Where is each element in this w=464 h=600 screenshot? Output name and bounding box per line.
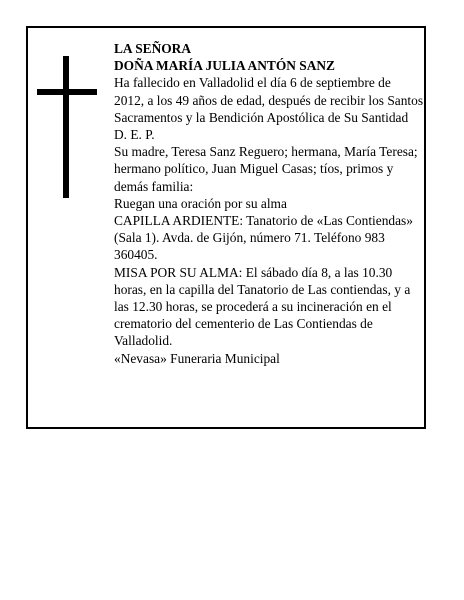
notice-title-name: DOÑA MARÍA JULIA ANTÓN SANZ: [114, 58, 335, 74]
notice-text: [114, 40, 424, 367]
cross-vertical-bar: [63, 56, 69, 198]
notice-paragraph-death: Ha fallecido en Valladolid el día 6 de septiembre de 2012, a los 49 años de edad, después de recibir los Santos Sacramentos y la Bendición Apostólica de Su Santidad: [114, 75, 424, 125]
obituary-notice: [26, 26, 426, 429]
notice-paragraph-prayer: Ruegan una oración por su alma: [114, 195, 287, 211]
notice-paragraph-chapel: CAPILLA ARDIENTE: Tanatorio de «Las Contiendas» (Sala 1). Avda. de Gijón, número 71. Teléfono 983 360405.: [114, 213, 413, 263]
notice-paragraph-funeral-home: «Nevasa» Funeraria Municipal: [114, 350, 280, 366]
latin-cross-icon: [37, 56, 97, 198]
notice-title-honorific: LA SEÑORA: [114, 41, 192, 56]
notice-paragraph-mass: MISA POR SU ALMA: El sábado día 8, a las 10.30 horas, en la capilla del Tanatorio de Las contiendas, y a las 12.30 horas, se procederá a su incineración en el crematorio del cementerio de Las Contiendas de Valladolid.: [114, 264, 411, 349]
notice-paragraph-family: Su madre, Teresa Sanz Reguero; hermana, María Teresa; hermano político, Juan Miguel Casas; tíos, primos y demás familia:: [114, 144, 418, 194]
cross-horizontal-bar: [37, 89, 97, 95]
notice-paragraph-dep: D. E. P.: [114, 127, 155, 143]
